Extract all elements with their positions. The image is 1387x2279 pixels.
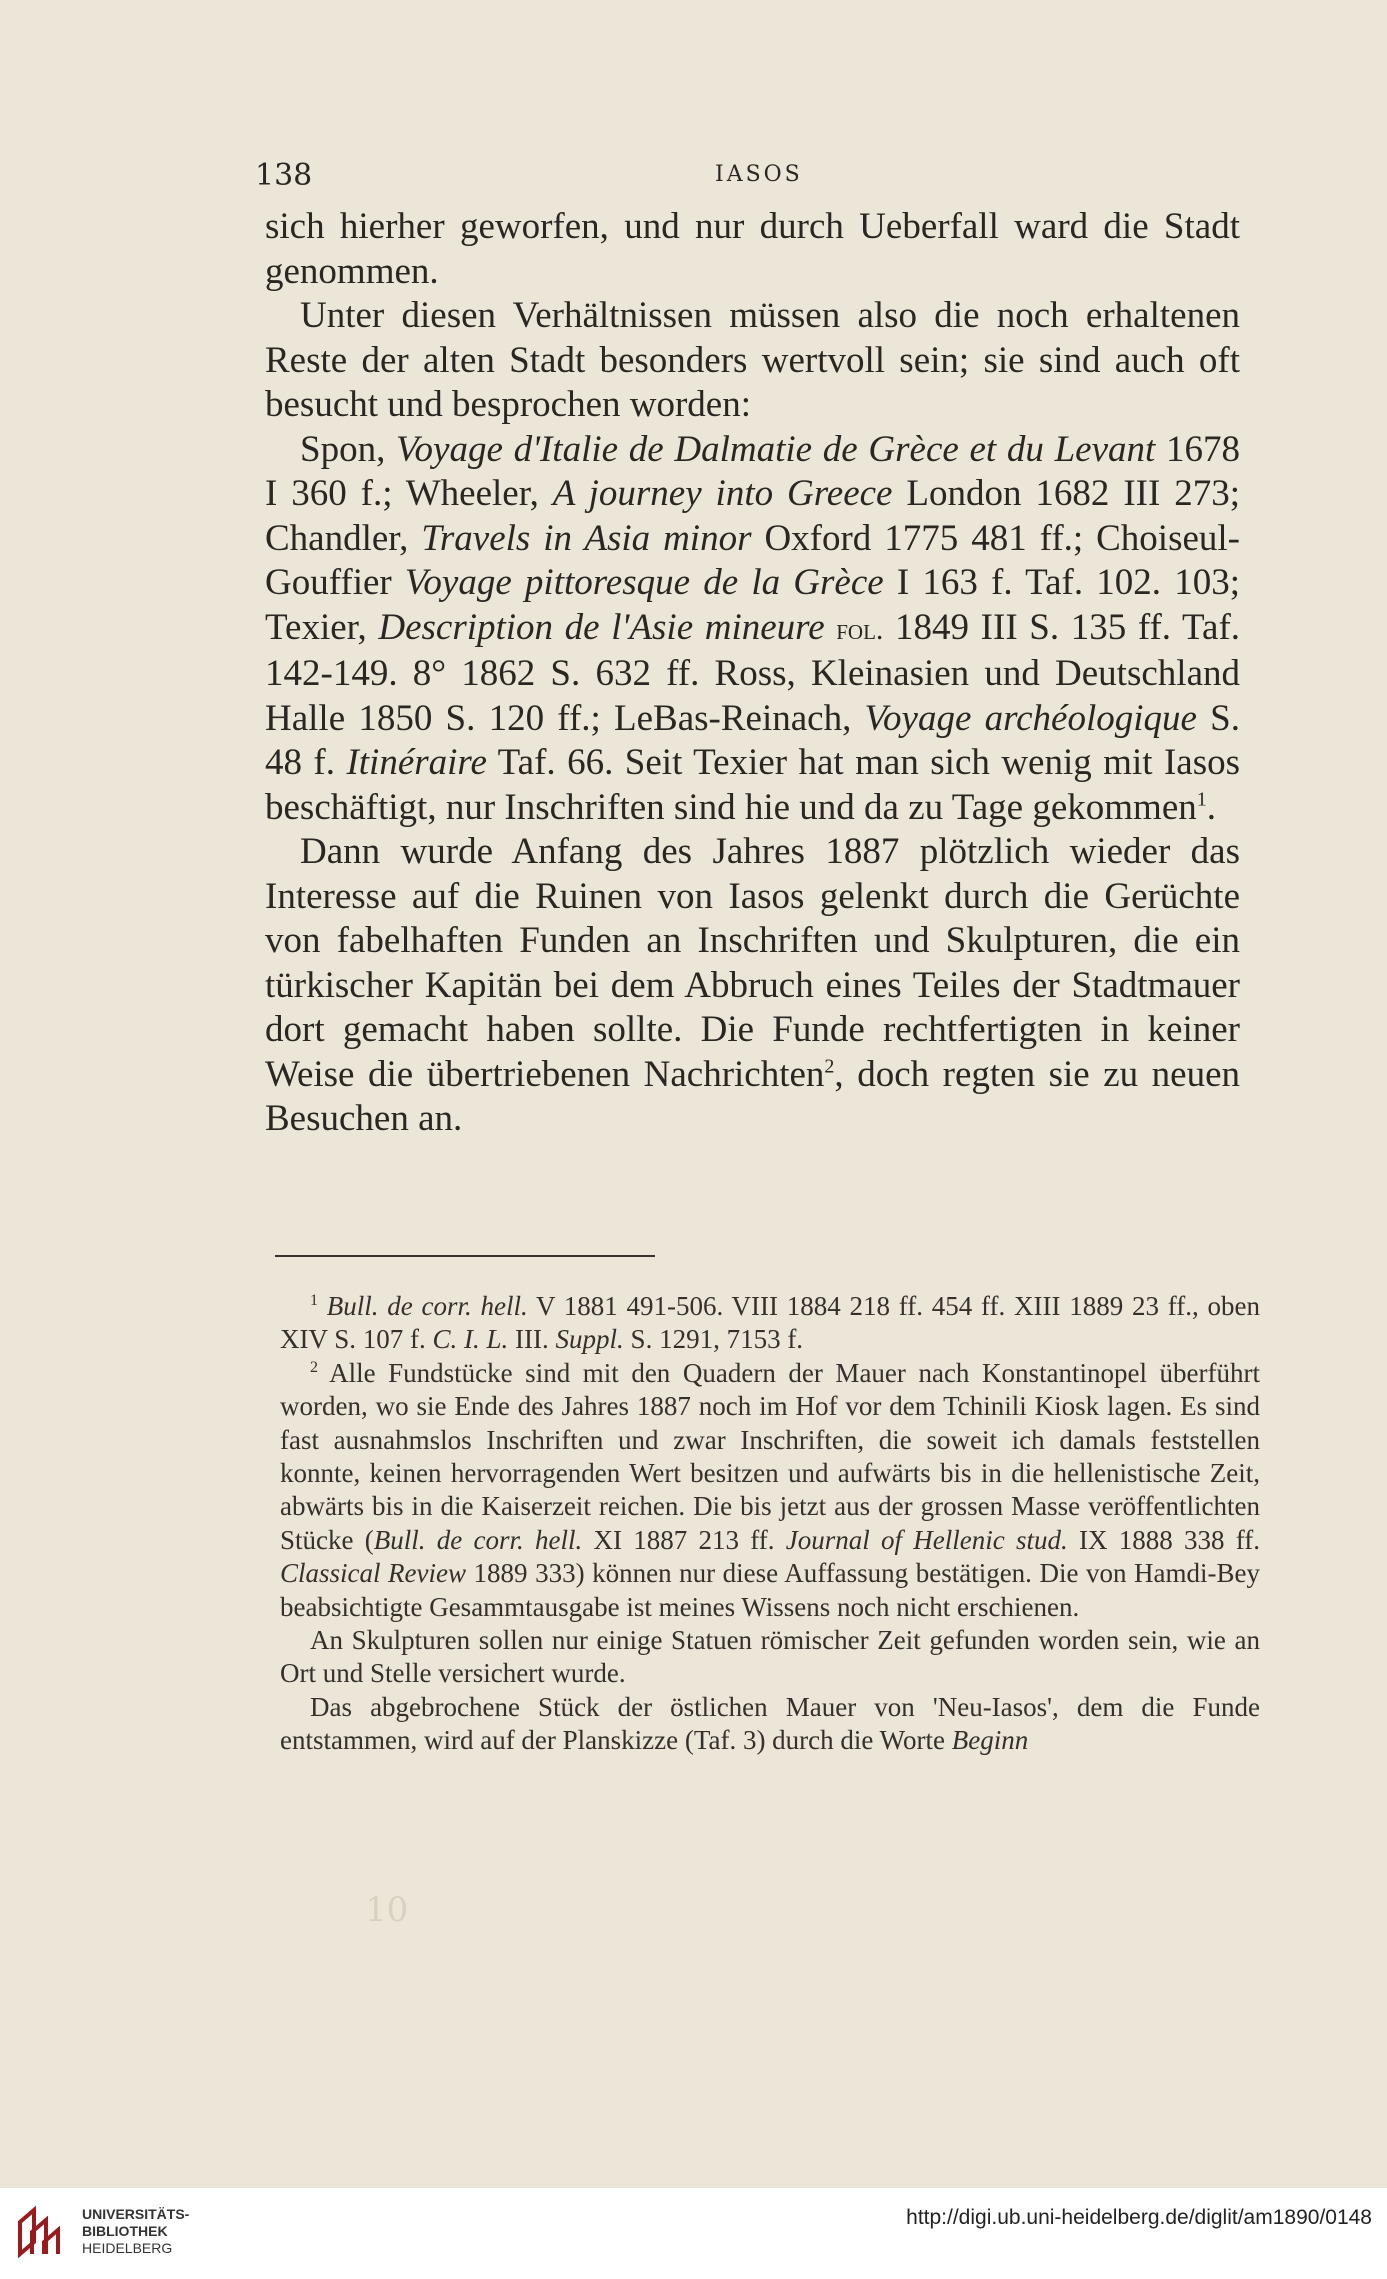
running-title: IASOS: [715, 162, 803, 187]
footnote-1: $^1$ Bull. de corr. hell. V 1881 491-506. VIII 1884 218 ff. 454 ff. XIII 1889 23 ff., oben XIV S. 107 f. C. I. L. III. Suppl. S. 1291, 7153 f.: [280, 1291, 1260, 1355]
footnote-ref-2: 2: [824, 1055, 835, 1078]
library-name: UNIVERSITÄTS- BIBLIOTHEK HEIDELBERG: [82, 2206, 190, 2256]
footnote-ref-1: 1: [1196, 788, 1207, 811]
footer-bar: [0, 2188, 1387, 2279]
paragraph-4: Dann wurde Anfang des Jahres 1887 plötzlich wieder das Interesse auf die Ruinen von Iasos gelenkt durch die Gerüchte von fabelhaften Funden an Inschriften und Skulpturen, die ein türkischer Kapitän bei dem Abbruch eines Teiles der Stadtmauer dort gemacht haben sollte. Die Funde rechtfertigten in keiner Weise die übertriebenen Nachrichten$^2$, doch regten sie zu neuen Besuchen an.: [265, 831, 1240, 1139]
faint-signature-mark: 10: [365, 1890, 409, 1930]
paragraph-3: Spon, Voyage d'Italie de Dalmatie de Grèce et du Levant 1678 I 360 f.; Wheeler, A journey into Greece London 1682 III 273; Chandler, Travels in Asia minor Oxford 1775 481 ff.; Choiseul-Gouffier Voyage pittoresque de la Grèce I 163 f. Taf. 102. 103; Texier, Description de l'Asie mineure fol. 1849 III S. 135 ff. Taf. 142-149. 8° 1862 S. 632 ff. Ross, Kleinasien und Deutschland Halle 1850 S. 120 ff.; LeBas-Reinach, Voyage archéologique S. 48 f. Itinéraire Taf. 66. Seit Texier hat man sich wenig mit Iasos beschäftigt, nur Inschriften sind hie und da zu Tage gekommen$^1$.: [265, 428, 1241, 828]
library-logo-icon: [12, 2202, 72, 2262]
footnote-divider: [275, 1255, 655, 1257]
footnote-2: $^2$ Alle Fundstücke sind mit den Quadern der Mauer nach Konstantinopel überführt worden, wo sie Ende des Jahres 1887 noch im Hof vor dem Tchinili Kiosk lagen. Es sind fast ausnahmslos Inschriften und zwar Inschriften, die soweit ich damals feststellen konnte, keinen hervorragenden Wert besitzen und aufwärts bis in die hellenistische Zeit, abwärts bis in die Kaiserzeit reichen. Die bis jetzt aus der grossen Masse veröffentlichten Stücke (Bull. de corr. hell. XI 1887 213 ff. Journal of Hellenic stud. IX 1888 338 ff. Classical Review 1889 333) können nur diese Auffassung bestätigen. Die von Hamdi-Bey beabsichtigte Gesammtausgabe ist meines Wissens noch nicht erschienen.: [280, 1357, 1260, 1622]
body-text: [265, 205, 1240, 1142]
paragraph-2: Unter diesen Verhältnissen müssen also die noch erhaltenen Reste der alten Stadt besonders wertvoll sein; sie sind auch oft besucht und besprochen worden:: [265, 295, 1240, 425]
footnote-2-continued: An Skulpturen sollen nur einige Statuen römischer Zeit gefunden worden sein, wie an Ort und Stelle versichert wurde.: [280, 1625, 1260, 1689]
footnote-2-continued-2: Das abgebrochene Stück der östlichen Mauer von 'Neu-Iasos', dem die Funde entstammen, wird auf der Planskizze (Taf. 3) durch die Worte Beginn: [280, 1691, 1260, 1756]
page-number: 138: [255, 158, 313, 193]
footnotes: [280, 1290, 1260, 1758]
running-head: [255, 158, 1245, 198]
paragraph-1: sich hierher geworfen, und nur durch Ueberfall ward die Stadt genommen.: [265, 206, 1240, 292]
permalink-url[interactable]: http://digi.ub.uni-heidelberg.de/diglit/am1890/0148: [906, 2206, 1372, 2229]
